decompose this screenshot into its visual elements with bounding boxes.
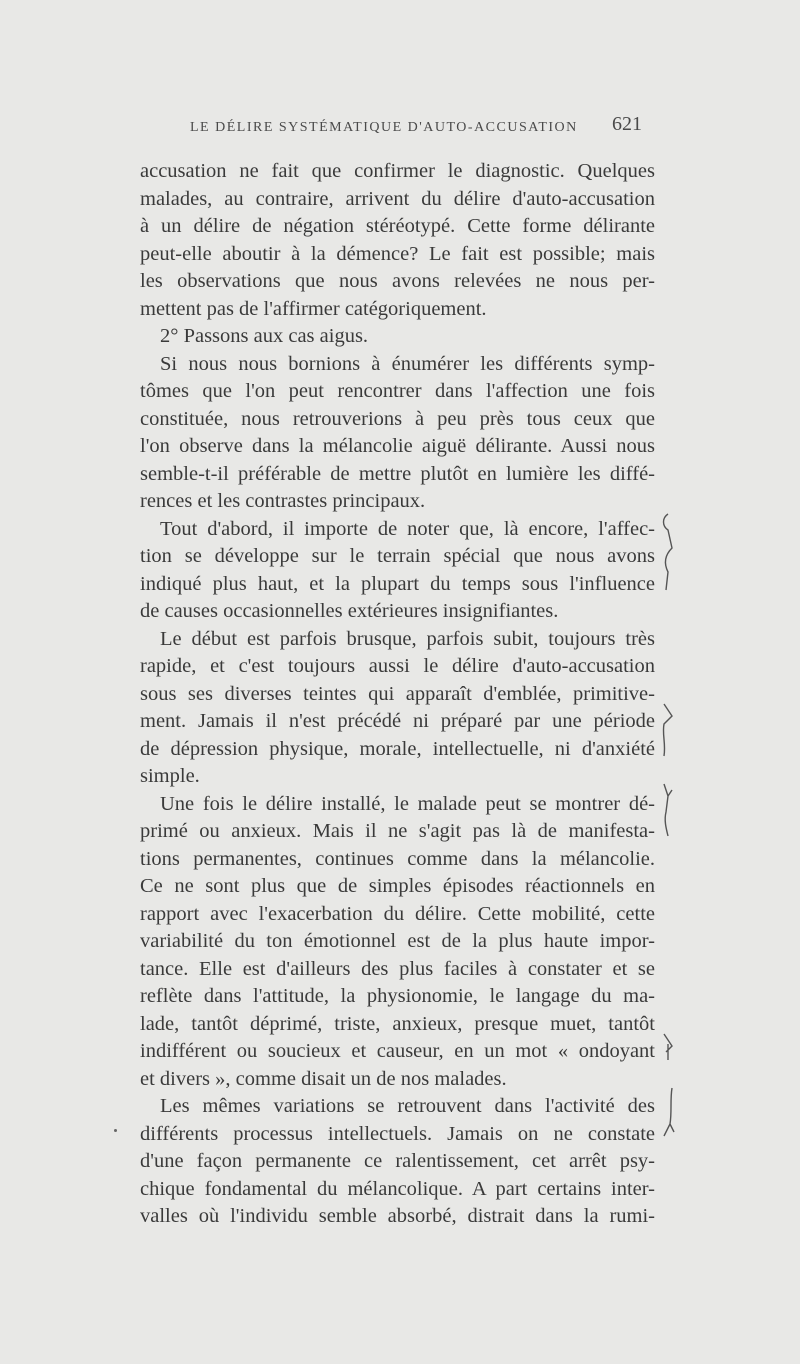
text-line: malades, au contraire, arrivent du délire d'auto-accusation — [140, 187, 655, 210]
text-line: les observations que nous avons relevées ne nous per- — [140, 270, 655, 292]
running-title: LE DÉLIRE SYSTÉMATIQUE D'AUTO-ACCUSATION — [190, 120, 578, 135]
text-line: accusation ne fait que confirmer le diagnostic. Quelques — [140, 160, 655, 182]
text-line: reflète dans l'attitude, la physionomie, le langage du ma- — [140, 985, 655, 1007]
text-line: l'on observe dans la mélancolie aiguë délirante. Aussi nous — [140, 435, 655, 457]
text-line: 2° Passons aux cas aigus. — [160, 325, 369, 347]
text-line: sous ses diverses teintes qui apparaît d'emblée, primitive- — [140, 682, 655, 705]
text-line: rapide, et c'est toujours aussi le délire d'auto-accusation — [140, 655, 655, 677]
text-line: simple. — [140, 765, 200, 787]
text-line: Les mêmes variations se retrouvent dans l'activité des — [160, 1095, 655, 1117]
text-line: tions permanentes, continues comme dans la mélancolie. — [140, 847, 655, 870]
text-line: tômes que l'on peut rencontrer dans l'affection une fois — [140, 380, 655, 402]
text-line: de dépression physique, morale, intellectuelle, ni d'anxiété — [140, 737, 655, 760]
text-line: valles où l'individu semble absorbé, distrait dans la rumi- — [140, 1205, 655, 1227]
text-line: différents processus intellectuels. Jamais on ne constate — [140, 1122, 655, 1145]
text-line: lade, tantôt déprimé, triste, anxieux, presque muet, tantôt — [140, 1012, 655, 1035]
text-line: variabilité du ton émotionnel est de la plus haute impor- — [140, 930, 655, 952]
text-line: peut-elle aboutir à la démence? Le fait est possible; mais — [140, 242, 655, 265]
text-line: indifférent ou soucieux et causeur, en un mot « ondoyant — [140, 1040, 655, 1062]
text-line: semble-t-il préférable de mettre plutôt en lumière les diffé- — [140, 462, 655, 485]
margin-bracket-mark — [660, 1086, 676, 1142]
text-line: Une fois le délire installé, le malade peut se montrer dé- — [160, 792, 655, 815]
text-line: rapport avec l'exacerbation du délire. Cette mobilité, cette — [140, 902, 655, 925]
text-line: Le début est parfois brusque, parfois subit, toujours très — [160, 627, 655, 650]
text-line: tance. Elle est d'ailleurs des plus faciles à constater et se — [140, 957, 655, 980]
text-line: primé ou anxieux. Mais il ne s'agit pas là de manifesta- — [140, 820, 655, 842]
text-line: constituée, nous retrouverions à peu près tous ceux que — [140, 407, 655, 430]
text-line: à un délire de négation stéréotypé. Cette forme délirante — [140, 215, 655, 237]
margin-bracket-mark — [660, 782, 676, 838]
page-number: 621 — [612, 113, 642, 135]
margin-bracket-mark — [660, 1032, 676, 1062]
margin-dot-mark — [114, 1129, 117, 1132]
text-line: d'une façon permanente ce ralentissement, cet arrêt psy- — [140, 1150, 655, 1172]
body-text — [140, 158, 655, 1231]
text-line: chique fondamental du mélancolique. A part certains inter- — [140, 1177, 655, 1200]
text-line: rences et les contrastes principaux. — [140, 490, 426, 512]
margin-bracket-mark — [660, 512, 676, 592]
text-line: mettent pas de l'affirmer catégoriquement. — [140, 297, 487, 320]
text-line: indiqué plus haut, et la plupart du temps sous l'influence — [140, 572, 655, 595]
text-line: ment. Jamais il n'est précédé ni préparé par une période — [140, 710, 655, 732]
margin-bracket-mark — [660, 702, 676, 758]
text-line: tion se développe sur le terrain spécial que nous avons — [140, 545, 655, 567]
text-line: Ce ne sont plus que de simples épisodes réactionnels en — [140, 875, 655, 897]
text-line: et divers », comme disait un de nos malades. — [140, 1067, 507, 1090]
text-line: de causes occasionnelles extérieures insignifiantes. — [140, 600, 559, 622]
text-line: Si nous nous bornions à énumérer les différents symp- — [160, 352, 655, 375]
text-line: Tout d'abord, il importe de noter que, là encore, l'affec- — [160, 517, 655, 540]
